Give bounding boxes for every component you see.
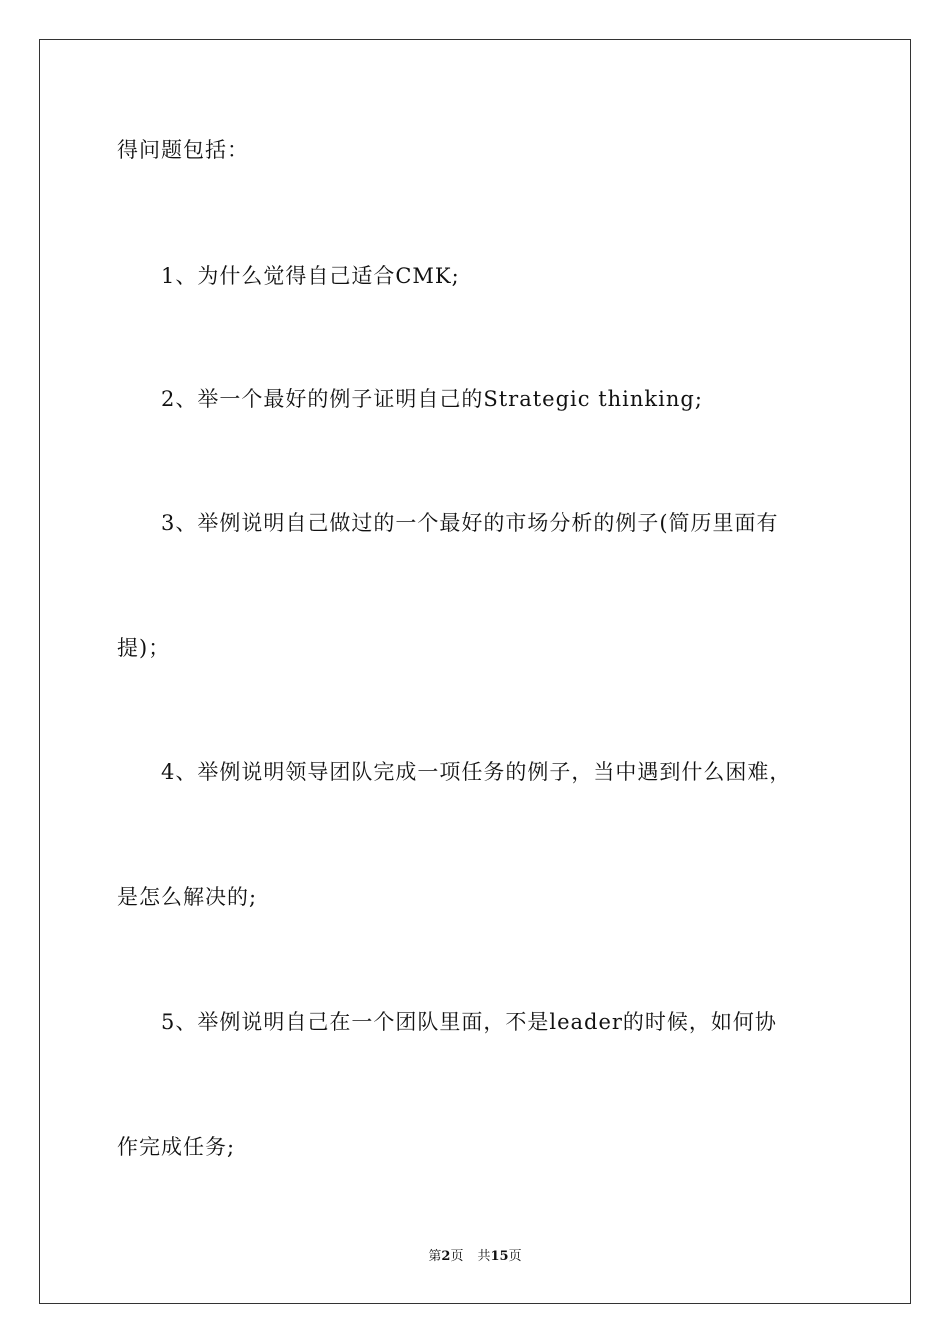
text-line-6: 4、举例说明领导团队完成一项任务的例子，当中遇到什么困难， bbox=[161, 760, 792, 784]
text-line-5: 提)； bbox=[117, 636, 171, 660]
text-line-8: 5、举例说明自己在一个团队里面，不是leader的时候，如何协 bbox=[161, 1010, 777, 1034]
footer-total-suffix: 页 bbox=[508, 1249, 522, 1264]
footer-total-prefix: 共 bbox=[477, 1249, 491, 1264]
text-line-3: 2、举一个最好的例子证明自己的Strategic thinking; bbox=[161, 387, 703, 411]
footer-total-pages: 15 bbox=[490, 1249, 509, 1264]
text-line-7: 是怎么解决的; bbox=[117, 885, 258, 909]
text-line-2: 1、为什么觉得自己适合CMK; bbox=[161, 264, 460, 288]
footer-page-prefix: 第 bbox=[428, 1249, 442, 1264]
text-line-1: 得问题包括： bbox=[117, 138, 249, 162]
footer-page-number: 2 bbox=[441, 1249, 451, 1264]
footer-page-suffix: 页 bbox=[450, 1249, 464, 1264]
text-line-4: 3、举例说明自己做过的一个最好的市场分析的例子(简历里面有 bbox=[161, 511, 779, 535]
text-line-9: 作完成任务; bbox=[117, 1135, 236, 1159]
page-border bbox=[39, 39, 911, 1304]
page-footer bbox=[0, 1248, 950, 1266]
